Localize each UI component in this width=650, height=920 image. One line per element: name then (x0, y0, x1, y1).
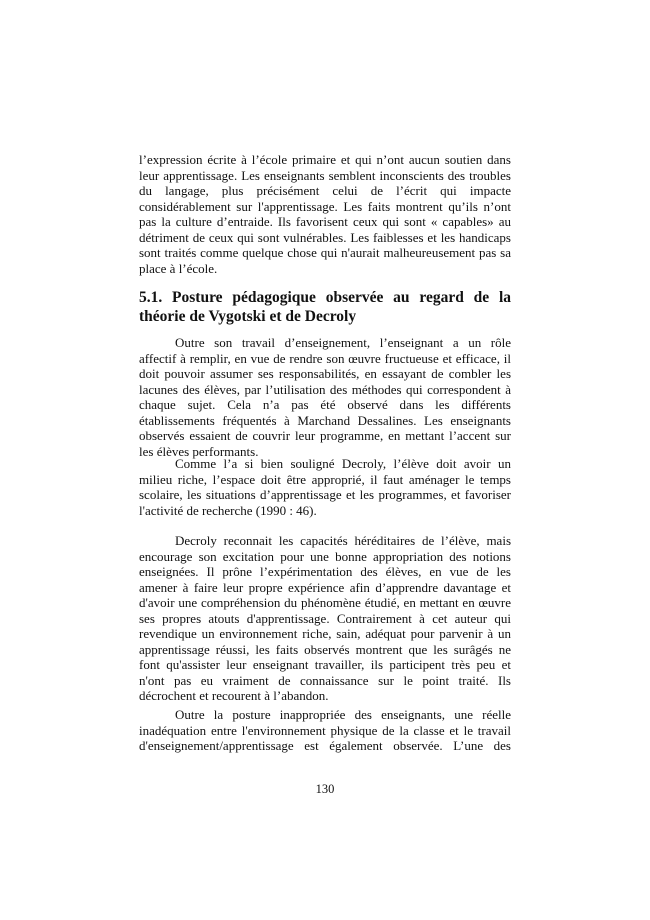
text-line: d'avoir une compréhension du phénomène étudié, en mettant en œuvre (139, 595, 511, 610)
paragraph-decroly-heredity (139, 533, 511, 704)
text-line: observés essaient de couvrir leur programme, en mettant l’accent sur (139, 428, 511, 443)
text-line: Outre la posture inappropriée des enseignants, une réelle (175, 707, 511, 722)
text-line: encourage son excitation pour une bonne appropriation des notions (139, 548, 511, 564)
text-line: inadéquation entre l'environnement physique de la classe et le travail (139, 722, 511, 738)
text-line: théorie de Vygotski et de Decroly (139, 308, 357, 325)
text-line: apprentissage réussi, les faits observés montrent que les surâgés ne (139, 641, 511, 657)
text-line: Decroly reconnait les capacités héréditaires de l’élève, mais (175, 533, 511, 548)
paragraph-intro (139, 152, 511, 276)
text-line: pas la culture d’entraide. Ils favorisent ceux qui sont « capables» au (139, 214, 511, 229)
text-line: établissements fréquentés à Marchand Dessalines. Les enseignants (139, 412, 511, 428)
text-line: considérablement sur l'apprentissage. Les faits montrent qu’ils n’ont (139, 198, 511, 214)
text-line: Comme l’a si bien souligné Decroly, l’élève doit avoir un (175, 456, 511, 471)
text-line: doit pouvoir assumer ses responsabilités, en essayant de combler les (139, 366, 511, 381)
text-line: lacunes des élèves, par l’utilisation des méthodes qui correspondent à (139, 381, 511, 397)
paragraph-decroly-quote (139, 456, 511, 518)
text-line: l'activité de recherche (1990 : 46). (139, 502, 317, 518)
text-line: d'enseignement/apprentissage est également observée. L’une des (139, 738, 511, 753)
text-line: enseignées. Il prône l’expérimentation des élèves, en vue de les (139, 564, 511, 579)
text-line: affectif à remplir, en vue de rendre son œuvre fructueuse et efficace, il (139, 350, 511, 366)
text-line: ses propres atouts d'apprentissage. Contrairement à cet auteur qui (139, 610, 511, 626)
text-line: place à l’école. (139, 260, 218, 276)
text-line: sont traités comme quelque chose qui n'aurait malheureusement pas sa (139, 245, 511, 260)
text-line: détriment de ceux qui sont vulnérables. Les faiblesses et les handicaps (139, 229, 511, 245)
text-line: leur apprentissage. Les enseignants semblent inconscients des troubles (139, 167, 511, 183)
text-line: revendique un environnement riche, sain, adéquat pour parvenir à un (139, 626, 511, 641)
text-line: Outre son travail d’enseignement, l’enseignant a un rôle (175, 335, 511, 350)
paragraph-environment (139, 707, 511, 754)
text-line: font qu'assister leur enseignant travailler, ils participent très peu et (139, 657, 511, 672)
text-line: scolaire, les situations d’apprentissage et les programmes, et favoriser (139, 487, 511, 502)
text-line: l’expression écrite à l’école primaire et qui n’ont aucun soutien dans (139, 152, 511, 167)
text-line: amener à faire leur propre expérience afin d’apprendre davantage et (139, 579, 511, 595)
section-heading (139, 288, 511, 326)
text-line: 5.1. Posture pédagogique observée au regard de la (139, 289, 511, 306)
text-line: décrochent et recourent à l’abandon. (139, 688, 329, 703)
text-line: n'ont pas eu vraiment de connaissance sur le point traité. Ils (139, 672, 511, 688)
text-line: les élèves performants. (139, 443, 259, 459)
paragraph-teacher-role (139, 335, 511, 459)
text-line: milieu riche, l’espace doit être approprié, il faut aménager le temps (139, 471, 511, 487)
text-line: chaque sujet. Cela n’a pas été observé dans les différents (139, 397, 511, 412)
text-line: du langage, plus précisément celui de l’écrit qui impacte (139, 183, 511, 198)
page-number: 130 (315, 782, 335, 796)
